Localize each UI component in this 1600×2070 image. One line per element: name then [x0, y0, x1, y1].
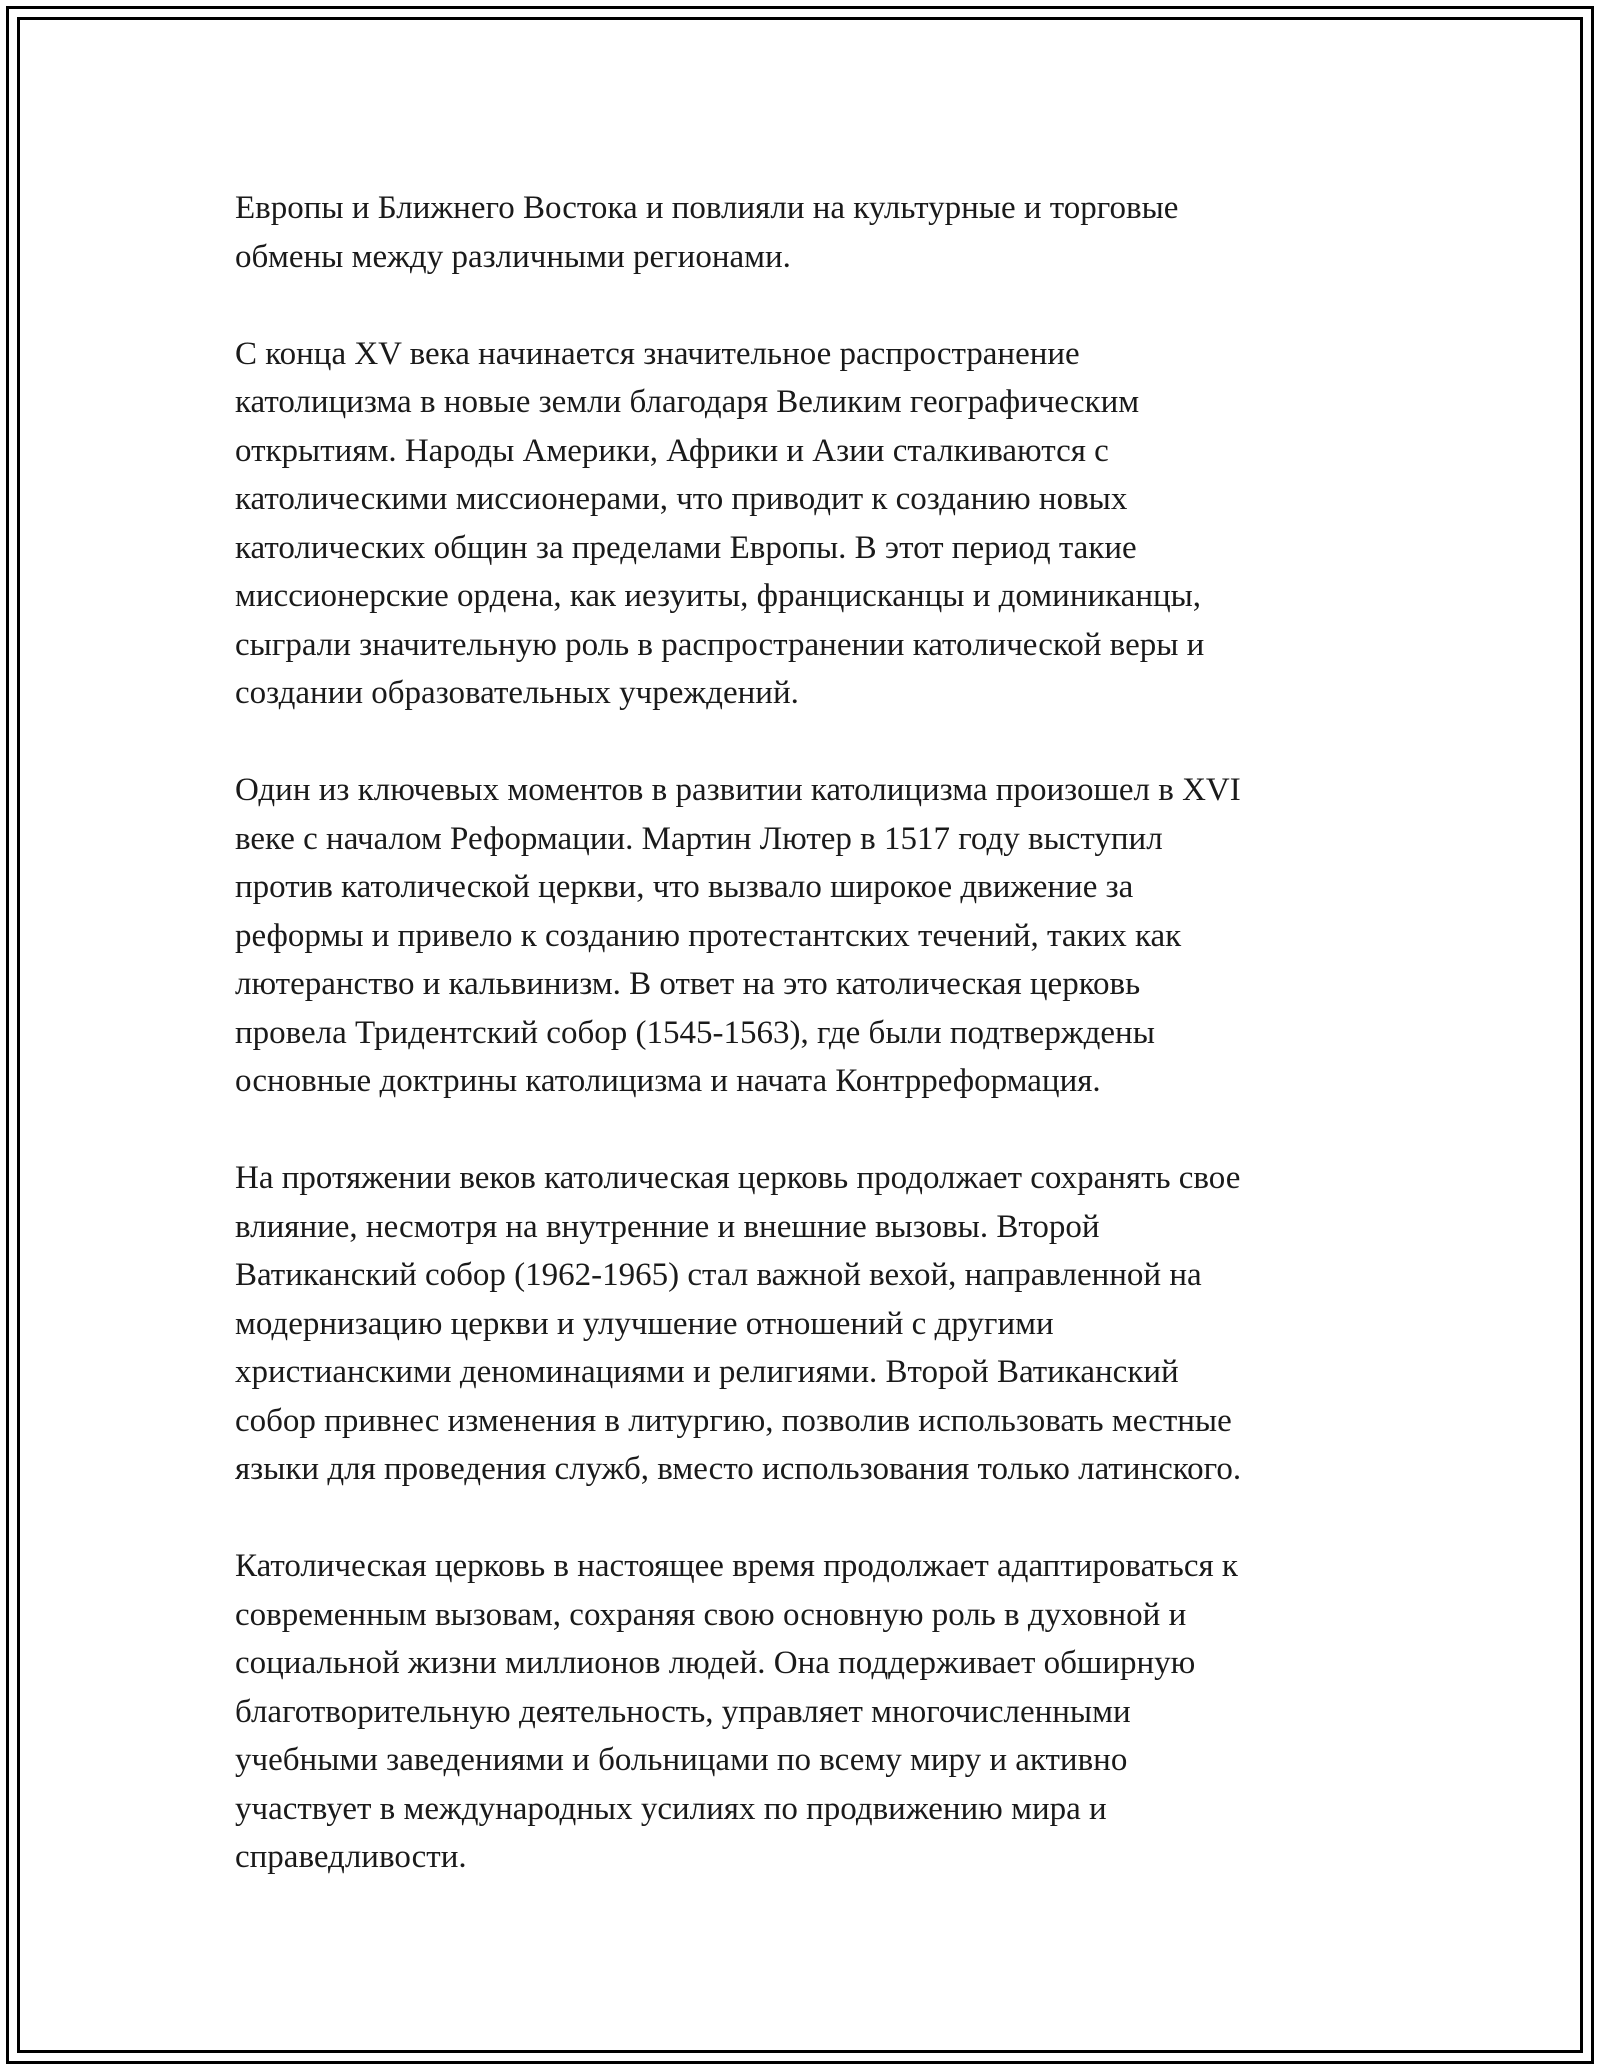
text-line: учебными заведениями и больницами по всему миру и активно — [235, 1742, 1128, 1778]
text-line: миссионерские ордена, как иезуиты, францисканцы и доминиканцы, — [235, 578, 1202, 614]
text-line: основные доктрины католицизма и начата Контрреформация. — [235, 1063, 1101, 1099]
text-line: благотворительную деятельность, управляет многочисленными — [235, 1693, 1131, 1730]
text-line: веке с началом Реформации. Мартин Лютер в 1517 году выступил — [235, 820, 1163, 857]
text-line: На протяжении веков католическая церковь продолжает сохранять свое — [235, 1160, 1241, 1196]
text-line: провела Тридентский собор (1545-1563), где были подтверждены — [235, 1014, 1155, 1051]
text-line: Один из ключевых моментов в развитии католицизма произошел в XVI — [235, 772, 1241, 808]
text-line: католическими миссионерами, что приводит к созданию новых — [235, 481, 1128, 517]
text-line: католических общин за пределами Европы. В этот период такие — [235, 529, 1137, 566]
paragraph-5 — [235, 1542, 1415, 1882]
paragraph-3 — [235, 766, 1415, 1106]
text-line: собор привнес изменения в литургию, позволив использовать местные — [235, 1402, 1232, 1439]
paragraph-1 — [235, 184, 1415, 281]
text-line: католицизма в новые земли благодаря Великим географическим — [235, 384, 1140, 420]
text-line: языки для проведения служб, вместо использования только латинского. — [235, 1451, 1242, 1487]
paragraph-4 — [235, 1154, 1415, 1494]
text-line: реформы и привело к созданию протестантских течений, таких как — [235, 917, 1182, 954]
paragraph-2 — [235, 330, 1415, 718]
text-line: Ватиканский собор (1962-1965) стал важной вехой, направленной на — [235, 1257, 1202, 1293]
text-line: лютеранство и кальвинизм. В ответ на это католическая церковь — [235, 966, 1141, 1002]
text-line: современным вызовам, сохраняя свою основную роль в духовной и — [235, 1596, 1187, 1633]
text-line: С конца XV века начинается значительное распространение — [235, 335, 1080, 372]
text-line: создании образовательных учреждений. — [235, 675, 799, 711]
document-body — [235, 184, 1415, 1930]
text-line: христианскими деноминациями и религиями. Второй Ватиканский — [235, 1354, 1179, 1390]
text-line: модернизацию церкви и улучшение отношений с другими — [235, 1305, 1054, 1342]
text-line: Европы и Ближнего Востока и повлияли на культурные и торговые — [235, 190, 1179, 226]
text-line: сыграли значительную роль в распространении католической веры и — [235, 626, 1205, 663]
text-line: справедливости. — [235, 1839, 467, 1875]
text-line: открытиям. Народы Америки, Африки и Азии сталкиваются с — [235, 432, 1109, 469]
text-line: участвует в международных усилиях по продвижению мира и — [235, 1790, 1107, 1827]
text-line: влияние, несмотря на внутренние и внешние вызовы. Второй — [235, 1208, 1100, 1245]
text-line: Католическая церковь в настоящее время продолжает адаптироваться к — [235, 1548, 1238, 1584]
text-line: обмены между различными регионами. — [235, 238, 791, 275]
text-line: социальной жизни миллионов людей. Она поддерживает обширную — [235, 1645, 1196, 1681]
text-line: против католической церкви, что вызвало широкое движение за — [235, 869, 1134, 905]
